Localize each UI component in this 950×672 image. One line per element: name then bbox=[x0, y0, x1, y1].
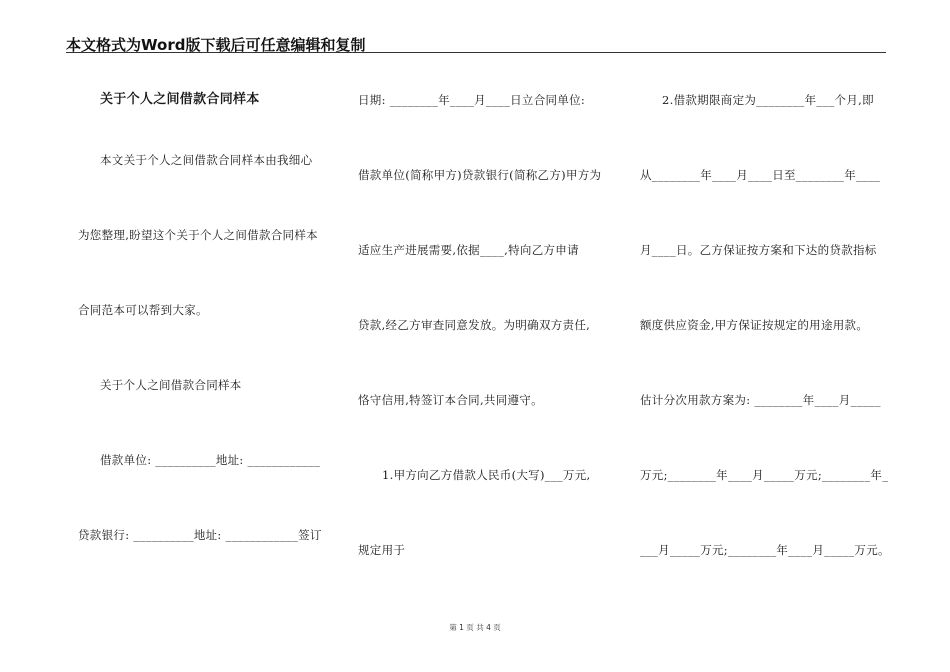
text-line: 万元;________年____月_____万元;________年_ bbox=[640, 468, 889, 482]
text-line: 贷款银行: __________地址: ____________签订 bbox=[78, 528, 322, 542]
header-divider bbox=[66, 52, 886, 53]
text-line: 2.借款期限商定为________年___个月,即 bbox=[662, 93, 874, 107]
text-line: 从________年____月____日至________年____ bbox=[640, 168, 881, 182]
text-line: ___月_____万元;________年____月_____万元。 bbox=[640, 543, 890, 557]
text-line: 借款单位: __________地址: ____________ bbox=[100, 453, 321, 467]
text-line: 估计分次用款方案为: ________年____月_____ bbox=[640, 393, 881, 407]
text-line: 本文关于个人之间借款合同样本由我细心 bbox=[100, 153, 313, 167]
section-heading: 关于个人之间借款合同样本 bbox=[100, 378, 242, 392]
text-line: 月____日。乙方保证按方案和下达的贷款指标 bbox=[640, 243, 877, 257]
text-line: 合同范本可以帮到大家。 bbox=[78, 303, 208, 317]
text-line: 1.甲方向乙方借款人民币(大写)___万元, bbox=[382, 468, 591, 482]
text-line: 日期: ________年____月____日立合同单位: bbox=[358, 93, 586, 107]
page-number: 第 1 页 共 4 页 bbox=[449, 623, 501, 632]
text-line: 贷款,经乙方审查同意发放。为明确双方责任, bbox=[358, 318, 591, 332]
text-line: 额度供应资金,甲方保证按规定的用途用款。 bbox=[640, 318, 869, 332]
text-line: 规定用于 bbox=[358, 543, 406, 557]
text-line: 为您整理,盼望这个关于个人之间借款合同样本 bbox=[78, 228, 318, 242]
text-line: 恪守信用,特签订本合同,共同遵守。 bbox=[358, 393, 543, 407]
document-banner: 本文格式为Word版下载后可任意编辑和复制 bbox=[66, 36, 366, 54]
text-line: 适应生产进展需要,依据____,特向乙方申请 bbox=[358, 243, 579, 257]
document-title: 关于个人之间借款合同样本 bbox=[100, 92, 260, 107]
text-line: 借款单位(简称甲方)贷款银行(简称乙方)甲方为 bbox=[358, 168, 602, 182]
